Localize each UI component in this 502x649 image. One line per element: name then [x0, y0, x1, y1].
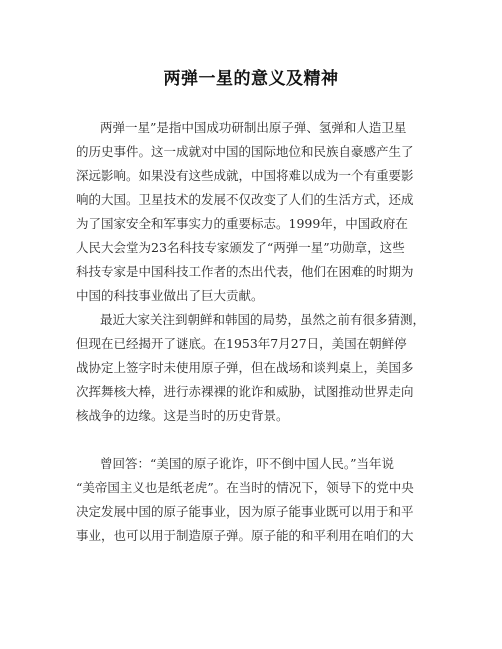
paragraph-line: 次挥舞核大棒，进行赤裸裸的讹诈和威胁，试图推动世界走向: [76, 384, 414, 399]
paragraph-line: 两弹一星”是指中国成功研制出原子弹、氢弹和人造卫星: [100, 120, 407, 135]
paragraph-line: 决定发展中国的原子能事业，因为原子能事业既可以用于和平: [76, 504, 414, 519]
paragraph-line: 最近大家关注到朝鲜和韩国的局势，虽然之前有很多猜测，: [100, 312, 426, 327]
paragraph-line: 深远影响。如果没有这些成就，中国将难以成为一个有重要影: [76, 168, 414, 183]
paragraph-line: 人民大会堂为23名科技专家颁发了“两弹一星”功勋章，这些: [76, 240, 405, 255]
paragraph-line: 事业，也可以用于制造原子弹。原子能的和平利用在咱们的大: [76, 528, 414, 543]
paragraph-line: 科技专家是中国科技工作者的杰出代表，他们在困难的时期为: [76, 264, 414, 279]
paragraph-line: “美帝国主义也是纸老虎”。在当时的情况下，领导下的党中央: [76, 480, 414, 495]
paragraph-line: 战协定上签字时未使用原子弹，但在战场和谈判桌上，美国多: [76, 360, 414, 375]
paragraph-line: 的历史事件。这一成就对中国的国际地位和民族自豪感产生了: [76, 144, 414, 159]
paragraph-line: 响的大国。卫星技术的发展不仅改变了人们的生活方式，还成: [76, 192, 414, 207]
document-title: 两弹一星的意义及精神: [163, 69, 339, 89]
paragraph-line: 曾回答：“美国的原子讹诈，吓不倒中国人民。”当年说: [100, 456, 395, 471]
paragraph-line: 核战争的边缘。这是当时的历史背景。: [76, 408, 289, 423]
paragraph-line: 但现在已经揭开了谜底。在1953年7月27日，美国在朝鲜停: [76, 336, 407, 351]
paragraph-line: 中国的科技事业做出了巨大贡献。: [76, 288, 264, 303]
paragraph-line: 为了国家安全和军事实力的重要标志。1999年，中国政府在: [76, 216, 408, 231]
